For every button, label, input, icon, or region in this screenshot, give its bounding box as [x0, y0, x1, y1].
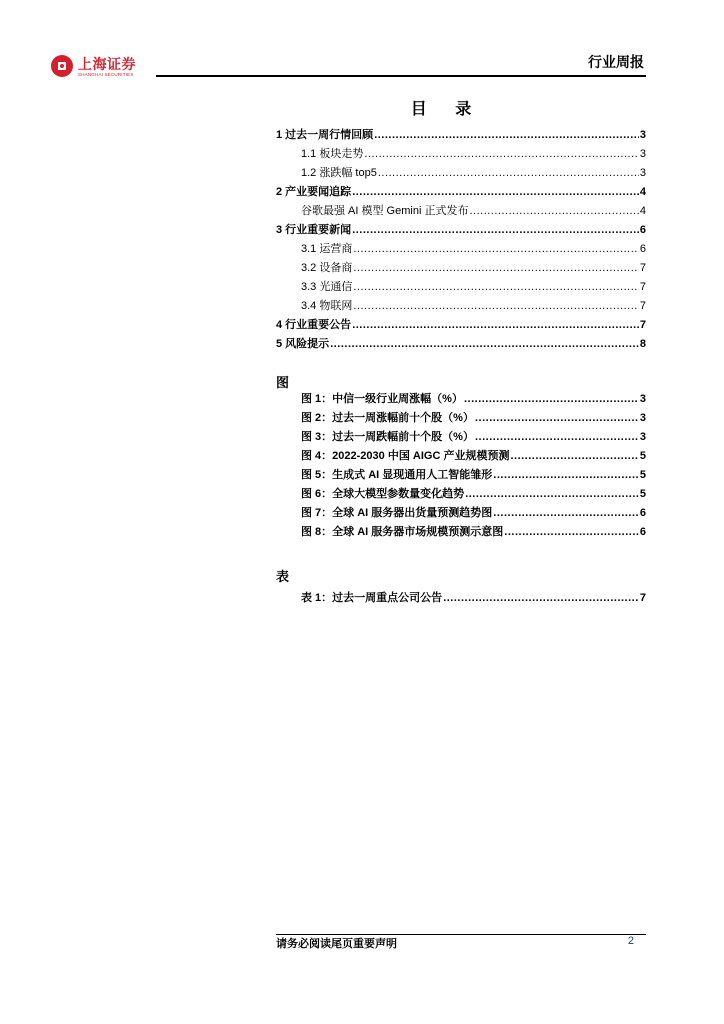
- table-entry[interactable]: 表 1：过去一周重点公司公告 ..... 7: [276, 589, 646, 608]
- figure-entry[interactable]: 图 4：2022-2030 中国 AIGC 产业规模预测 ..... 5: [276, 447, 646, 466]
- toc-entry[interactable]: 3.3 光通信 ..... 7: [276, 278, 646, 297]
- table-of-contents: [276, 126, 646, 354]
- figure-entry[interactable]: 图 1：中信一级行业周涨幅（%） ..... 3: [276, 390, 646, 409]
- table-list: [276, 589, 646, 608]
- toc-entry[interactable]: 3.1 运营商 ..... 6: [276, 240, 646, 259]
- figures-heading: 图: [276, 375, 290, 390]
- logo-text-en: SHANGHAI SECURITIES: [78, 72, 134, 77]
- figure-entry[interactable]: 图 2：过去一周涨幅前十个股（%） ..... 3: [276, 409, 646, 428]
- page-number: 2: [627, 935, 634, 947]
- page-header: [0, 0, 724, 80]
- toc-entry[interactable]: 3 行业重要新闻 ..... 6: [276, 221, 646, 240]
- toc-entry[interactable]: 4 行业重要公告 ..... 7: [276, 316, 646, 335]
- figure-entry[interactable]: 图 5：生成式 AI 显现通用人工智能雏形 ..... 5: [276, 466, 646, 485]
- tables-heading: 表: [276, 569, 290, 584]
- figure-list: [276, 390, 646, 542]
- logo-icon: [50, 54, 74, 78]
- figure-entry[interactable]: 图 8：全球 AI 服务器市场规模预测示意图 ..... 6: [276, 523, 646, 542]
- report-type: 行业周报: [588, 54, 644, 70]
- toc-entry[interactable]: 3.4 物联网 ..... 7: [276, 297, 646, 316]
- figure-entry[interactable]: 图 3：过去一周跌幅前十个股（%） ..... 3: [276, 428, 646, 447]
- logo-text-cn: 上海证券: [78, 56, 136, 72]
- toc-title: 目 录: [410, 101, 484, 118]
- toc-entry[interactable]: 1 过去一周行情回顾 ..... 3: [276, 126, 646, 145]
- toc-entry[interactable]: 3.2 设备商 ..... 7: [276, 259, 646, 278]
- figure-entry[interactable]: 图 6：全球大模型参数量变化趋势 ..... 5: [276, 485, 646, 504]
- toc-entry[interactable]: 1.2 涨跌幅 top5 ..... 3: [276, 164, 646, 183]
- header-divider: [156, 75, 646, 77]
- toc-entry[interactable]: 2 产业要闻追踪 ..... 4: [276, 183, 646, 202]
- toc-entry[interactable]: 5 风险提示 ..... 8: [276, 335, 646, 354]
- toc-entry[interactable]: 谷歌最强 AI 模型 Gemini 正式发布 ..... 4: [276, 202, 646, 221]
- toc-entry[interactable]: 1.1 板块走势 ..... 3: [276, 145, 646, 164]
- figure-entry[interactable]: 图 7：全球 AI 服务器出货量预测趋势图 ..... 6: [276, 504, 646, 523]
- footer-disclaimer: 请务必阅读尾页重要声明: [276, 938, 397, 950]
